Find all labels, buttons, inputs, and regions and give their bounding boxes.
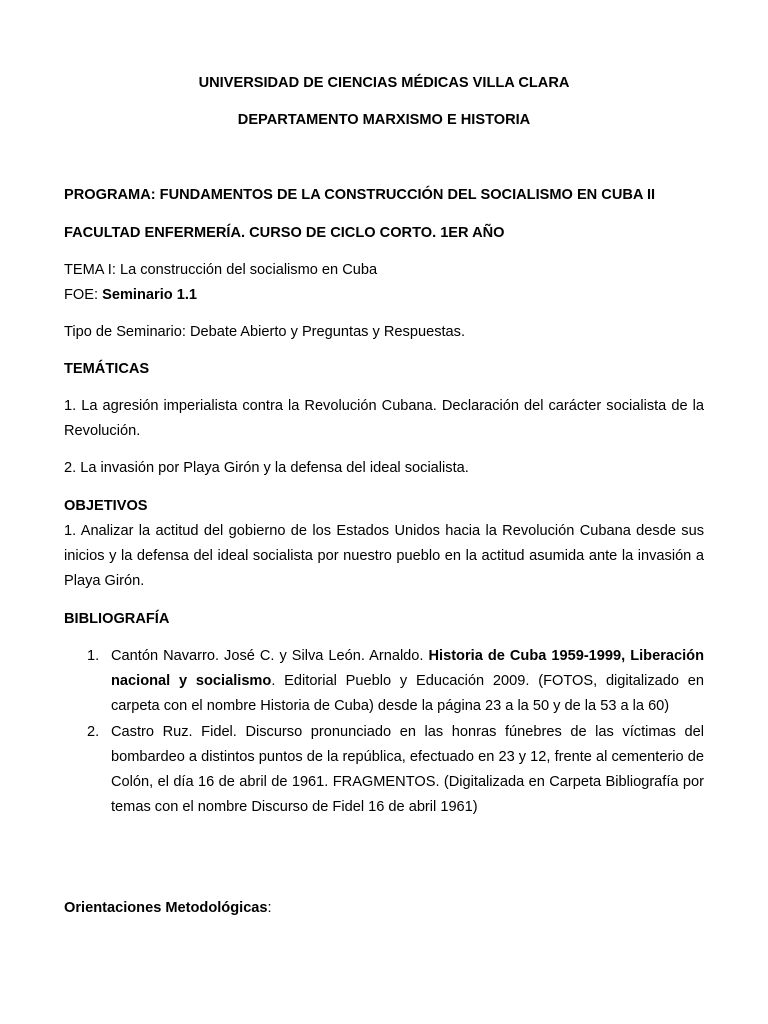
university-title: UNIVERSIDAD DE CIENCIAS MÉDICAS VILLA CLARA [198,75,570,91]
objetivo-item-1: 1. Analizar la actitud del gobierno de los Estados Unidos hacia la Revolución Cubana desde sus inicios y la defensa del ideal socialista por nuestro pueblo en la actitud asumida ante la invasión a Playa Girón. [64,523,704,589]
bibliography-item-text: Cantón Navarro. José C. y Silva León. Arnaldo. [111,648,429,664]
bibliography-list [64,644,704,820]
tematica-item-1: 1. La agresión imperialista contra la Revolución Cubana. Declaración del carácter socialista de la Revolución. [64,398,704,439]
tematicas-heading: TEMÁTICAS [64,361,150,377]
foe-label: FOE: [64,287,103,303]
bibliography-item-number: 1. [87,648,100,664]
bibliography-item [64,644,704,720]
faculty-heading: FACULTAD ENFERMERÍA. CURSO DE CICLO CORTO. 1ER AÑO [64,225,505,241]
foe-line [64,287,704,303]
bibliography-item [64,720,704,821]
program-heading: PROGRAMA: FUNDAMENTOS DE LA CONSTRUCCIÓN DEL SOCIALISMO EN CUBA II [64,187,656,203]
orientaciones-heading [64,900,704,916]
tema-line: TEMA I: La construcción del socialismo en Cuba [64,262,378,278]
bibliography-item-text: Castro Ruz. Fidel. Discurso pronunciado en las honras fúnebres de las víctimas del bombardeo a distintos puntos de la república, efectuado en 23 y 12, frente al cementerio de Colón, el día 16 de abril de 1961. FRAGMENTOS. (Digitalizada en Carpeta Bibliografía por temas con el nombre Discurso de Fidel 16 de abril 1961) [111,723,704,816]
objetivos-heading: OBJETIVOS [64,498,148,514]
foe-value: Seminario 1.1 [102,287,198,303]
orientaciones-label: Orientaciones Metodológicas [64,900,268,916]
bibliography-item-number: 2. [87,723,100,740]
tematica-item-2: 2. La invasión por Playa Girón y la defensa del ideal socialista. [64,460,469,476]
orientaciones-colon: : [267,900,272,916]
bibliografia-heading: BIBLIOGRAFÍA [64,611,170,627]
bibliography-item-title: Historia de Cuba 1959-1999, Liberación nacional y socialismo [111,648,704,690]
bibliography-item-details: . Editorial Pueblo y Educación 2009. (FOTOS, digitalizado en carpeta con el nombre Historia de Cuba) desde la página 23 a la 50 y de la 53 a la 60) [111,673,704,715]
seminar-type-line: Tipo de Seminario: Debate Abierto y Preguntas y Respuestas. [64,324,466,340]
department-title: DEPARTAMENTO MARXISMO E HISTORIA [237,112,531,128]
